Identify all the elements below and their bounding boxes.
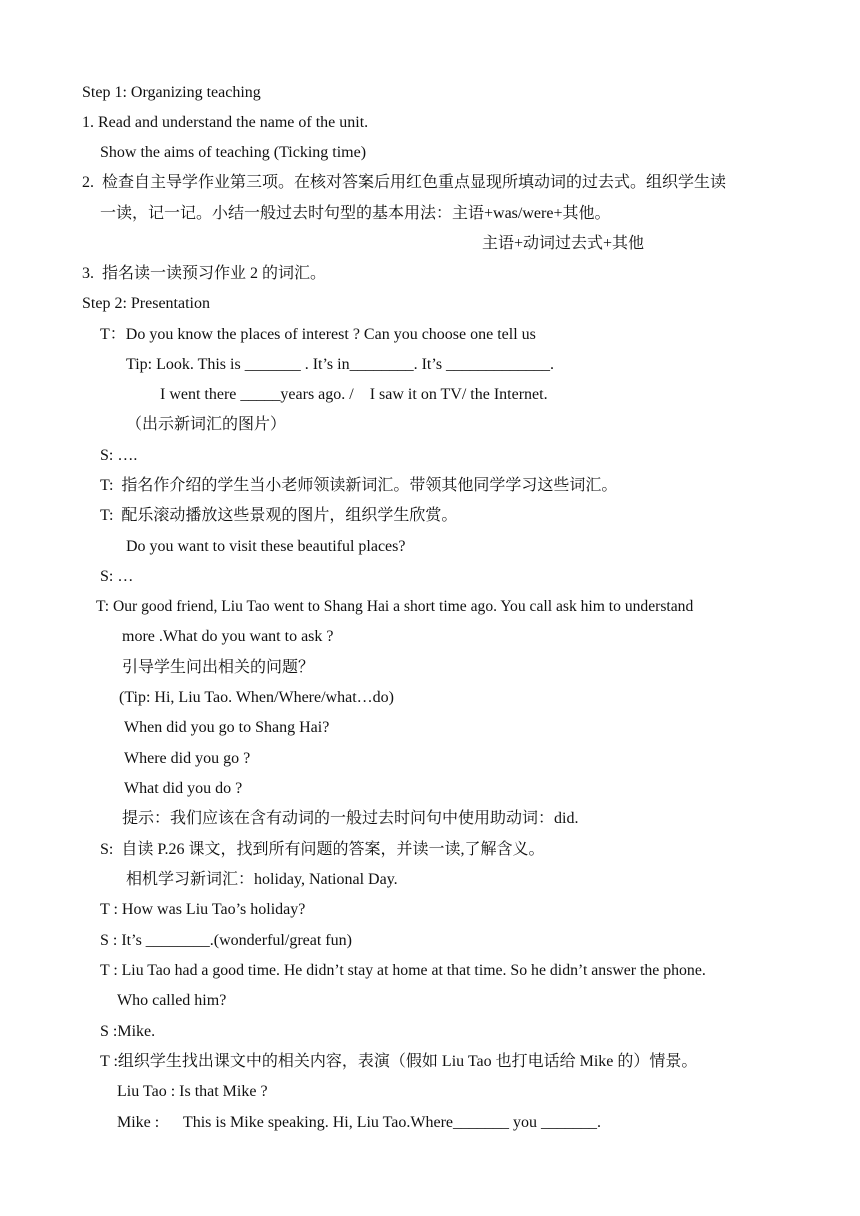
step-1-heading: Step 1: Organizing teaching: [82, 84, 261, 101]
text-line: S: ….: [100, 447, 138, 464]
text-line: T : How was Liu Tao’s holiday?: [100, 901, 306, 918]
text-line: Do you want to visit these beautiful places?: [126, 538, 406, 555]
text-line: T: 指名作介绍的学生当小老师领读新词汇。带领其他同学学习这些词汇。: [100, 477, 618, 494]
text-line: Where did you go ?: [124, 750, 251, 767]
text-line: Show the aims of teaching (Ticking time): [100, 144, 367, 161]
text-line: 主语+动词过去式+其他: [482, 235, 645, 252]
text-line: S: 自读 P.26 课文，找到所有问题的答案，并读一读,了解含义。: [100, 841, 545, 858]
text-line: T: Our good friend, Liu Tao went to Shang Hai a short time ago. You call ask him to understand: [96, 598, 694, 615]
text-line: Mike : This is Mike speaking. Hi, Liu Tao.Where_______ you _______.: [117, 1114, 602, 1131]
text-line: 1. Read and understand the name of the unit.: [82, 114, 369, 131]
text-line: 3. 指名读一读预习作业 2 的词汇。: [82, 265, 327, 282]
text-line: T：Do you know the places of interest ? Can you choose one tell us: [100, 326, 536, 343]
text-line: I went there _____years ago. / I saw it on TV/ the Internet.: [160, 386, 548, 403]
text-line: 引导学生问出相关的问题？: [122, 659, 315, 676]
text-line: S :Mike.: [100, 1023, 156, 1040]
text-line: S : It’s ________.(wonderful/great fun): [100, 932, 352, 949]
text-line: What did you do ?: [124, 780, 243, 797]
text-line: Who called him?: [117, 992, 227, 1009]
text-line: When did you go to Shang Hai?: [124, 719, 330, 736]
text-line: (Tip: Hi, Liu Tao. When/Where/what…do): [119, 689, 394, 706]
text-line: 相机学习新词汇：holiday, National Day.: [126, 871, 398, 888]
text-line: （出示新词汇的图片）: [126, 416, 287, 433]
text-line: 一读，记一记。小结一般过去时句型的基本用法：主语+was/were+其他。: [100, 205, 611, 222]
text-line: Liu Tao : Is that Mike ?: [117, 1083, 268, 1100]
text-line: Tip: Look. This is _______ . It’s in________. It’s _____________.: [126, 356, 555, 373]
text-line: T :组织学生找出课文中的相关内容，表演（假如 Liu Tao 也打电话给 Mike 的）情景。: [100, 1053, 698, 1070]
text-line: more .What do you want to ask ?: [122, 628, 334, 645]
text-line: T: 配乐滚动播放这些景观的图片，组织学生欣赏。: [100, 507, 458, 524]
text-line: S: …: [100, 568, 134, 585]
text-line: T : Liu Tao had a good time. He didn’t stay at home at that time. So he didn’t answer the phone.: [100, 962, 706, 979]
step-2-heading: Step 2: Presentation: [82, 295, 210, 312]
text-line: 2. 检查自主导学作业第三项。在核对答案后用红色重点显现所填动词的过去式。组织学生读: [82, 174, 727, 191]
text-line: 提示：我们应该在含有动词的一般过去时问句中使用助动词：did.: [122, 810, 579, 827]
